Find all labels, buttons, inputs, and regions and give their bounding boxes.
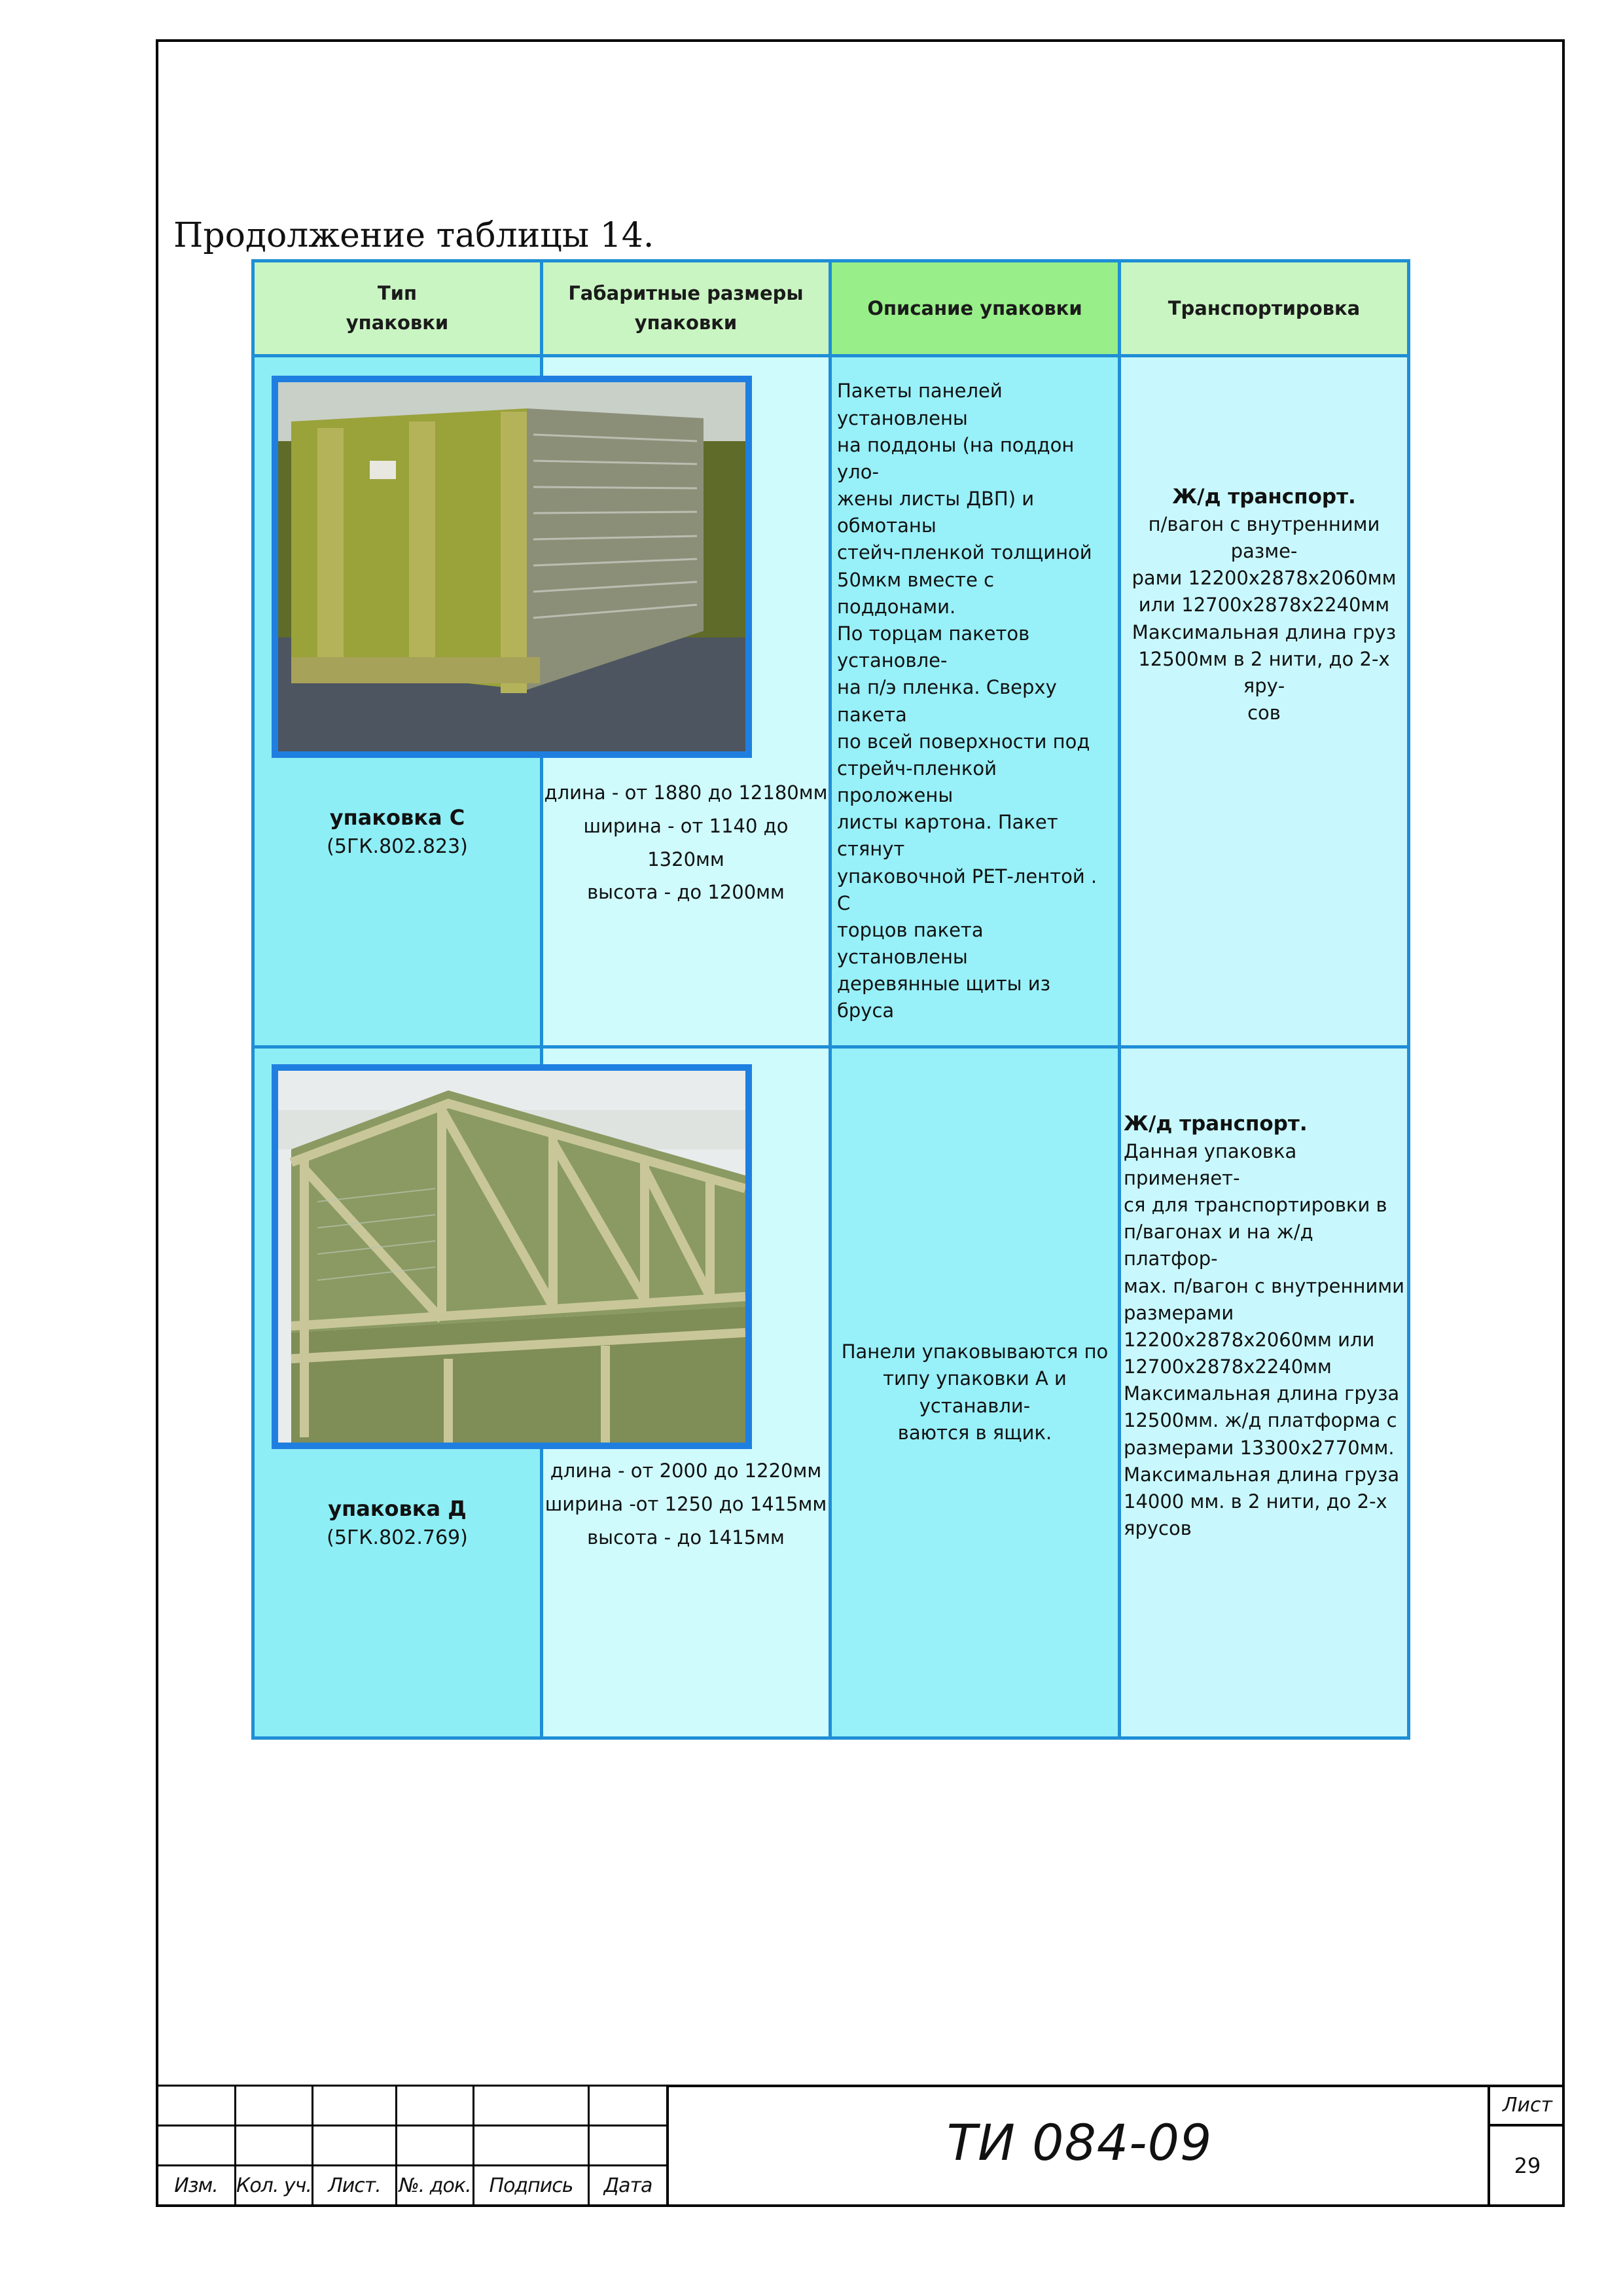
package-d-label bbox=[255, 1494, 540, 1552]
package-c-photo bbox=[272, 376, 752, 758]
dim-length: длина - от 1880 до 12180мм bbox=[544, 781, 828, 804]
table-header-row bbox=[253, 261, 1409, 356]
dim-height: высота - до 1415мм bbox=[587, 1526, 785, 1549]
table-row bbox=[253, 356, 1409, 1047]
package-c-label bbox=[255, 802, 540, 861]
dimensions-list bbox=[543, 776, 829, 909]
header-dimensions bbox=[542, 261, 830, 356]
description-text: Панели упаковываются по типу упаковки А и устанавли- ваются в ящик. bbox=[841, 1340, 1109, 1444]
transport-text: п/вагон с внутренними разме- рами 12200х2878х2060мм или 12700х2878х2240мм Максимальная длина груз 12500мм в 2 нити, до 2-х яру- сов bbox=[1132, 512, 1397, 725]
cell-transport bbox=[1120, 1047, 1409, 1738]
header-dims-label: Габаритные размеры упаковки bbox=[568, 282, 804, 334]
package-name: упаковка С bbox=[329, 805, 465, 830]
dimensions-list bbox=[543, 1454, 829, 1554]
transport-title: Ж/д транспорт. bbox=[1172, 484, 1356, 509]
sheet-label: Лист bbox=[1490, 2087, 1565, 2126]
dim-width: ширина -от 1250 до 1415мм bbox=[544, 1492, 827, 1515]
header-transport-label: Транспортировка bbox=[1168, 296, 1361, 319]
sheet-box bbox=[1488, 2085, 1565, 2207]
sheet-number: 29 bbox=[1514, 2153, 1541, 2178]
header-desc-label: Описание упаковки bbox=[867, 296, 1082, 319]
dim-height: высота - до 1200мм bbox=[587, 881, 785, 904]
table-caption: Продолжение таблицы 14. bbox=[173, 216, 654, 255]
packaging-table bbox=[251, 259, 1410, 1740]
label-sheet: Лист. bbox=[313, 2166, 397, 2206]
label-count: Кол. уч. bbox=[236, 2166, 313, 2206]
description-text: Пакеты панелей установлены на поддоны (на поддон уло- жены листы ДВП) и обмотаны стейч-пленкой толщиной 50мкм вместе с поддонами. По торцам пакетов установле- на п/э пленка. Сверху пакета по всей поверхности под стрейч-пленкой проложены листы картона. Пакет стянут упаковочной РЕТ-лентой . С торцов пакета установлены деревянные щиты из бруса bbox=[837, 380, 1097, 1022]
header-type-label: Тип упаковки bbox=[346, 282, 449, 334]
package-code: (5ГК.802.823) bbox=[327, 835, 468, 859]
label-date: Дата bbox=[589, 2166, 668, 2206]
document-code: ТИ 084-09 bbox=[946, 2113, 1213, 2172]
title-block-main bbox=[666, 2085, 1490, 2207]
cell-type bbox=[253, 1047, 542, 1738]
header-type bbox=[253, 261, 542, 356]
package-code: (5ГК.802.769) bbox=[327, 1526, 468, 1550]
header-transport bbox=[1120, 261, 1409, 356]
table-row bbox=[253, 1047, 1409, 1738]
title-block bbox=[156, 2085, 1565, 2207]
revision-grid bbox=[156, 2085, 668, 2206]
dim-length: длина - от 2000 до 1220мм bbox=[550, 1460, 822, 1482]
cell-type bbox=[253, 356, 542, 1047]
label-change: Изм. bbox=[157, 2166, 236, 2206]
label-doc-number: №. док. bbox=[397, 2166, 474, 2206]
transport-title: Ж/д транспорт. bbox=[1124, 1111, 1308, 1136]
package-name: упаковка Д bbox=[328, 1496, 467, 1521]
cell-transport bbox=[1120, 356, 1409, 1047]
header-description bbox=[830, 261, 1120, 356]
label-signature: Подпись bbox=[474, 2166, 589, 2206]
dim-width: ширина - от 1140 до 1320мм bbox=[583, 814, 789, 870]
transport-text: Данная упаковка применяет- ся для транспортировки в п/вагонах и на ж/д платфор- мах. п/вагон с внутренними размерами 12200х2878х2060мм или 12700х2878х2240мм Максимальная длина груза 12500мм. ж/д платформа с размерами 13300х2770мм. Максимальная длина груза 14000 мм. в 2 нити, до 2-х ярусов bbox=[1124, 1139, 1405, 1540]
cell-description bbox=[830, 356, 1120, 1047]
cell-description bbox=[830, 1047, 1120, 1738]
package-d-photo bbox=[272, 1064, 752, 1449]
